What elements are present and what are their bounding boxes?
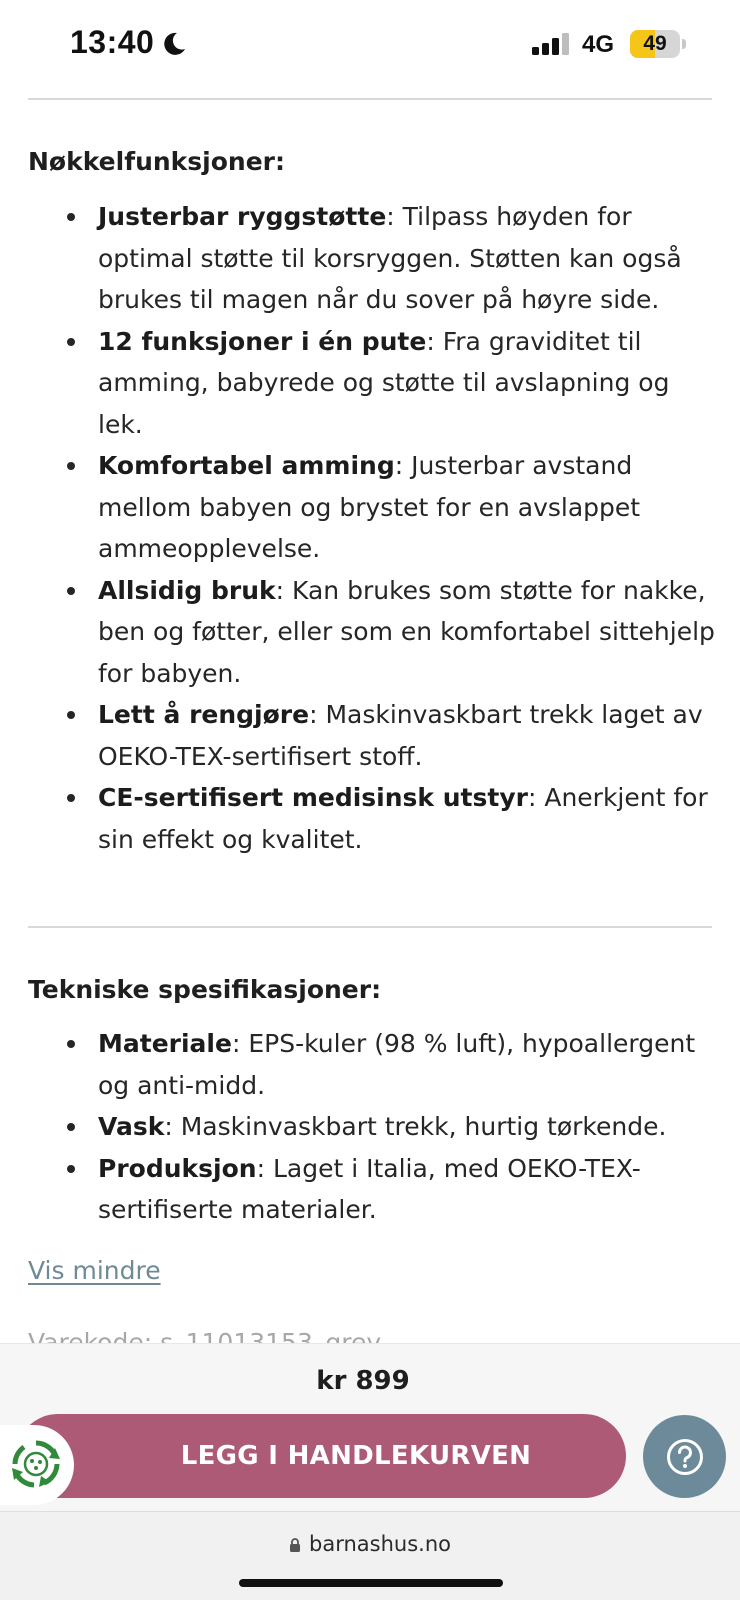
list-item: 12 funksjoner i én pute: Fra graviditet til amming, babyrede og støtte til avslapning og lek. xyxy=(28,321,718,446)
lock-icon xyxy=(289,1538,301,1552)
status-bar xyxy=(0,0,740,90)
moon-icon xyxy=(161,31,187,57)
add-to-cart-button[interactable] xyxy=(16,1414,626,1498)
list-item: Lett å rengjøre: Maskinvaskbart trekk laget av OEKO-TEX-sertifisert stoff. xyxy=(28,694,718,777)
url-text: barnashus.no xyxy=(309,1532,451,1556)
price: kr 899 xyxy=(316,1366,410,1396)
divider-middle xyxy=(28,926,712,928)
features-list xyxy=(28,196,718,860)
help-button[interactable] xyxy=(643,1415,726,1498)
specs-list xyxy=(28,1023,718,1231)
list-item: Vask: Maskinvaskbart trekk, hurtig tørkende. xyxy=(28,1106,718,1148)
specs-title: Tekniske spesifikasjoner: xyxy=(28,975,382,1004)
status-time: 13:40 xyxy=(70,24,155,60)
show-less-link[interactable]: Vis mindre xyxy=(28,1256,161,1285)
network-type: 4G xyxy=(582,31,615,58)
list-item: Produksjon: Laget i Italia, med OEKO-TEX-sertifiserte materialer. xyxy=(28,1148,718,1231)
cellular-signal-icon xyxy=(532,32,572,56)
purchase-bar xyxy=(0,1343,740,1511)
url-bar[interactable] xyxy=(0,1532,740,1556)
list-item: Justerbar ryggstøtte: Tilpass høyden for optimal støtte til korsryggen. Støtten kan også brukes til magen når du sover på høyre side. xyxy=(28,196,718,321)
features-title: Nøkkelfunksjoner: xyxy=(28,147,286,176)
list-item: Allsidig bruk: Kan brukes som støtte for nakke, ben og føtter, eller som en komfortabel sittehjelp for babyen. xyxy=(28,570,718,695)
help-icon xyxy=(665,1437,705,1477)
battery-level: 49 xyxy=(643,32,667,55)
battery-indicator xyxy=(630,30,686,58)
list-item: CE-sertifisert medisinsk utstyr: Anerkjent for sin effekt og kvalitet. xyxy=(28,777,718,860)
home-indicator[interactable] xyxy=(239,1579,503,1587)
recycle-icon xyxy=(10,1438,62,1490)
list-item: Komfortabel amming: Justerbar avstand mellom babyen og brystet for en avslappet ammeopplevelse. xyxy=(28,445,718,570)
list-item: Materiale: EPS-kuler (98 % luft), hypoallergent og anti-midd. xyxy=(28,1023,718,1106)
divider-top xyxy=(28,98,712,100)
add-to-cart-label: LEGG I HANDLEKURVEN xyxy=(180,1441,532,1471)
browser-bar xyxy=(0,1511,740,1600)
